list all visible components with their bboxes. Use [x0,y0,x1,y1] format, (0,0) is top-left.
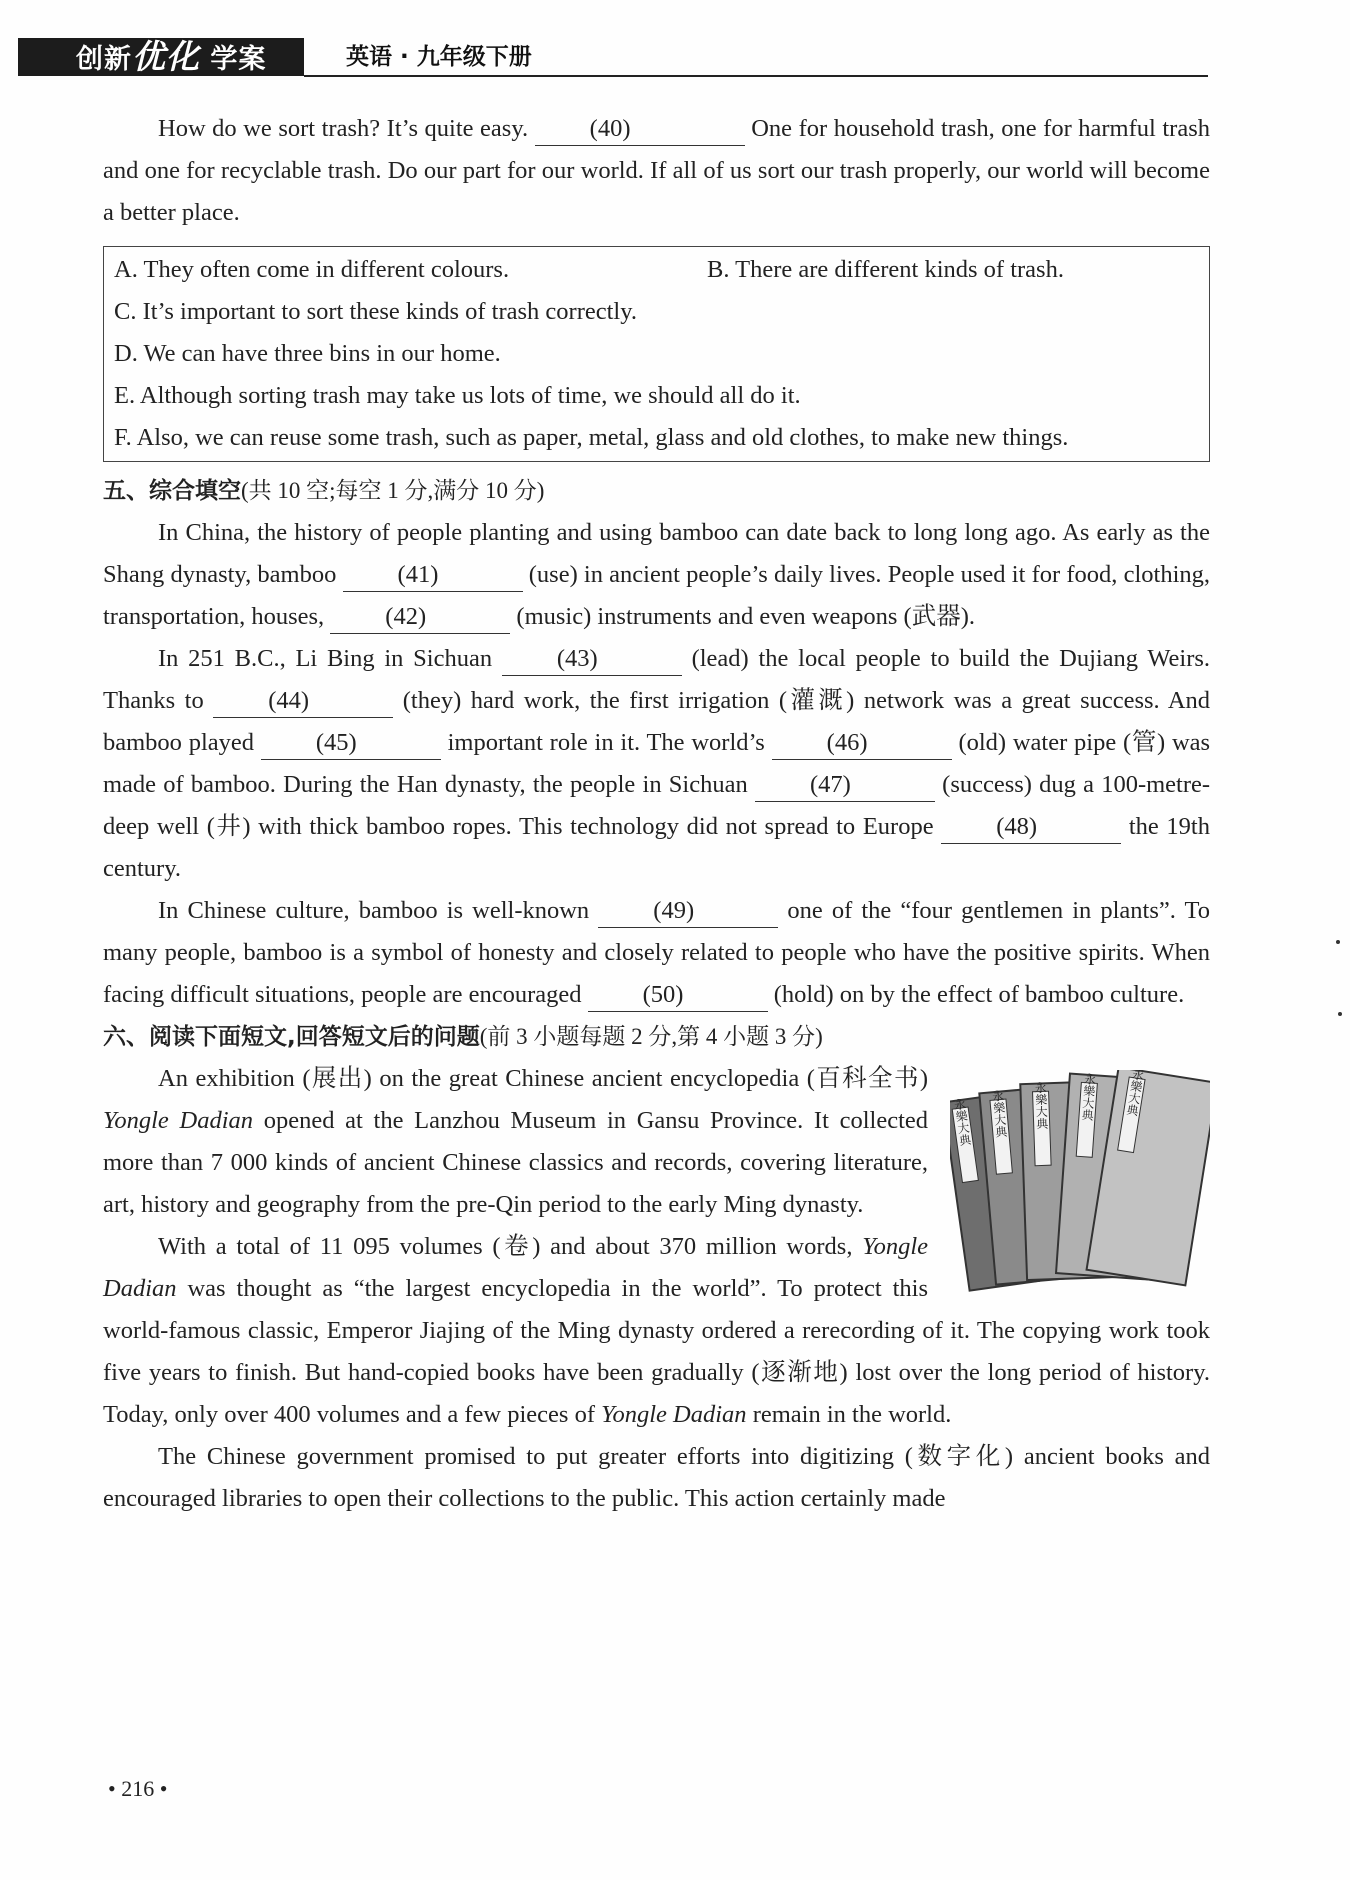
book-cover-label: 永樂大典 [990,1089,1009,1139]
options-box [103,246,1210,462]
blank-44[interactable]: (44) [213,686,393,718]
blank-49[interactable]: (49) [598,896,778,928]
section-5-paragraph-2: In 251 B.C., Li Bing in Sichuan (43) (lead) the local people to build the Dujiang Weirs. Thanks to (44) (they) hard work, the first irrigation (灌溉) network was a great success. And bamboo played (45) important role in it. The world’s (46) (old) water pipe (管) was made of bamboo. During the Han dynasty, the people in Sichuan (47) (success) dug a 100-metre-deep well (井) with thick bamboo ropes. This technology did not spread to Europe (48) the 19th century. [103,645,1211,882]
blank-41[interactable]: (41) [343,560,523,592]
section-6-paragraph-3: The Chinese government promised to put greater efforts into digitizing (数字化) ancient books and encouraged libraries to open their collections to the public. This action certainly made [103,1443,1210,1512]
blank-43[interactable]: (43) [502,644,682,676]
blank-50[interactable]: (50) [588,980,768,1012]
section-6-paragraph-2: With a total of 11 095 volumes (卷) and about 370 million words, Yongle Dadian was thought as “the largest encyclopedia in the world”. To protect this world-famous classic, Emperor Jiajing of the Ming dynasty ordered a rerecording of it. The copying work took five years to finish. But hand-copied books have been gradually (逐渐地) lost over the long period of history. Today, only over 400 volumes and a few pieces of Yongle Dadian remain in the world. [103,1233,1210,1428]
subject-title: 英语 · 九年级下册 [346,44,532,70]
option-row [114,249,1201,291]
option-f: F. Also, we can reuse some trash, such as paper, metal, glass and old clothes, to make new things. [114,424,1069,451]
book-cover-label: 永樂大典 [1079,1072,1098,1122]
option-c: C. It’s important to sort these kinds of trash correctly. [114,298,638,325]
option-e: E. Although sorting trash may take us lots of time, we should all do it. [114,382,801,409]
book-brand: 创新优化 学案 [18,38,304,76]
section-6-heading: 六、阅读下面短文,回答短文后的问题(前 3 小题每题 2 分,第 4 小题 3 分) [103,1024,823,1050]
book-cover-label: 永樂大典 [1124,1070,1146,1117]
page-header [18,38,1208,78]
section-6-paragraph-1: An exhibition (展出) on the great Chinese ancient encyclopedia (百科全书) Yongle Dadian opened at the Lanzhou Museum in Gansu Province. It collected more than 7 000 kinds of ancient Chinese classics and records, covering literature, art, history and geography from the pre-Qin period to the early Ming dynasty. [103,1065,928,1218]
book-stack-illustration [950,1070,1210,1295]
blank-48[interactable]: (48) [941,812,1121,844]
page-content [103,108,1210,1520]
page-number: • 216 • [108,1776,168,1801]
section-5-heading: 五、综合填空(共 10 空;每空 1 分,满分 10 分) [103,478,545,504]
header-rule [304,75,1208,77]
option-d: D. We can have three bins in our home. [114,340,501,367]
book-cover-label: 永樂大典 [951,1097,973,1147]
option-a: A. They often come in different colours. [114,256,510,283]
section-5-paragraph-3: In Chinese culture, bamboo is well-known (49) one of the “four gentlemen in plants”. To many people, bamboo is a symbol of honesty and closely related to people who have the positive spirits. When facing difficult situations, people are encouraged (50) (hold) on by the effect of bamboo culture. [103,890,1210,1016]
scan-speck [1338,1012,1342,1016]
blank-47[interactable]: (47) [755,770,935,802]
blank-46[interactable]: (46) [772,728,952,760]
blank-45[interactable]: (45) [261,728,441,760]
blank-40[interactable]: (40) [535,114,745,146]
scan-speck [1336,940,1340,944]
option-b: B. There are different kinds of trash. [707,256,1064,283]
yongle-dadian-photo [950,1070,1210,1295]
section-5-paragraph-1: In China, the history of people planting and using bamboo can date back to long long ago. As early as the Shang dynasty, bamboo (41) (use) in ancient people’s daily lives. People used it for food, clothing, transportation, houses, (42) (music) instruments and even weapons (武器). [103,512,1210,638]
book-cover-label: 永樂大典 [1033,1081,1049,1130]
blank-42[interactable]: (42) [330,602,510,634]
intro-paragraph: How do we sort trash? It’s quite easy. (40) One for household trash, one for harmful trash and one for recyclable trash. Do our part for our world. If all of us sort our trash properly, our world will become a better place. [103,115,1210,226]
